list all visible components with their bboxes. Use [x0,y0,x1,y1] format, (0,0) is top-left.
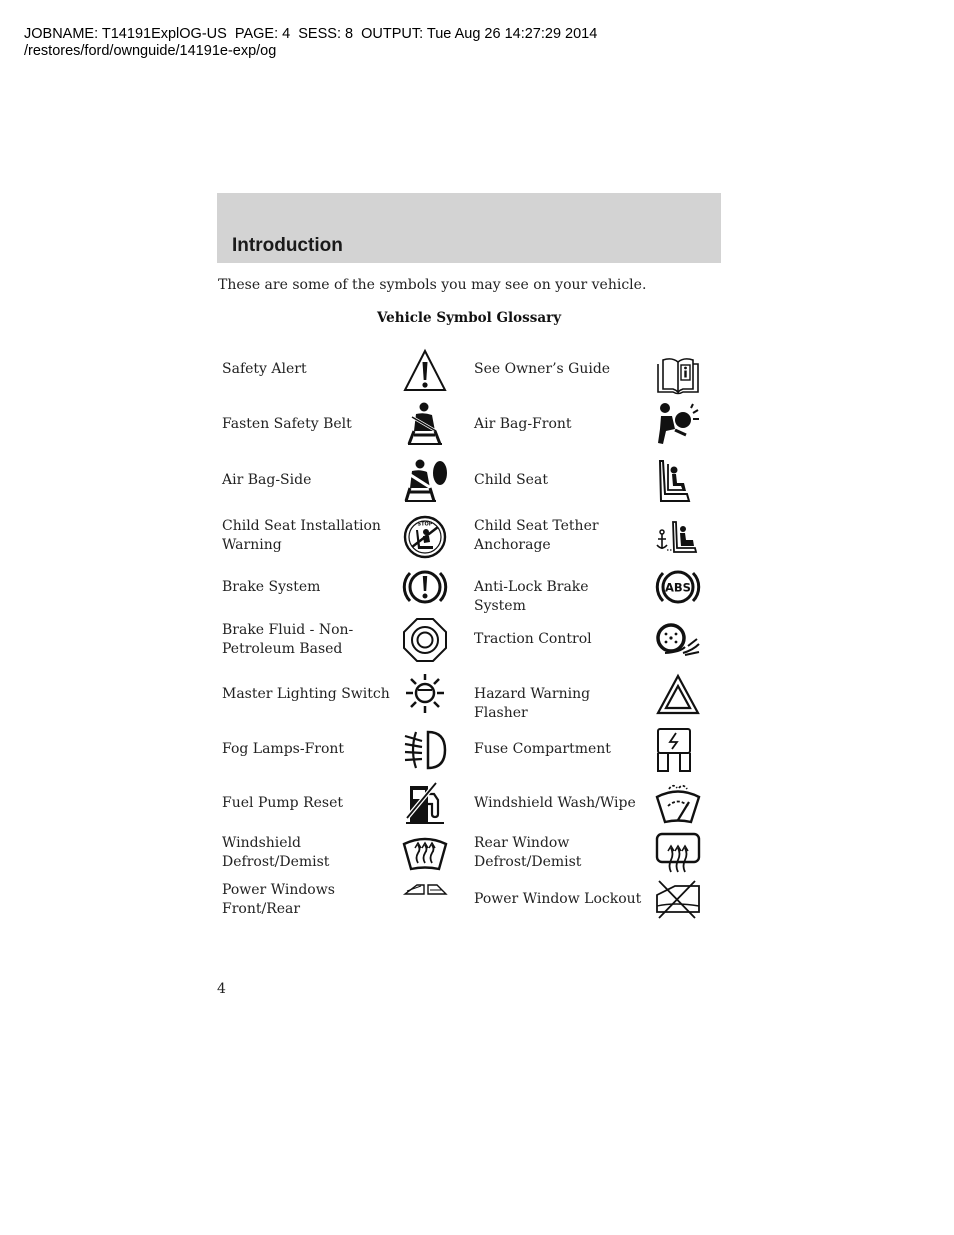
job-header [24,26,597,59]
tether-anchor-icon [655,516,701,562]
wash-wipe-icon [655,780,701,826]
job-header-line2: /restores/ford/ownguide/14191e-exp/og [24,42,277,59]
windshield-defrost-icon [402,831,448,877]
symbol-label: Master Lighting Switch [222,686,390,702]
section-title: Introduction [232,235,343,256]
airbag-side-icon [402,458,448,504]
lighting-switch-icon [402,671,448,717]
symbol-label: Child Seat [474,472,548,488]
traction-control-icon [655,617,701,663]
stop-label: STOP [417,521,433,528]
symbol-label: Fuel Pump Reset [222,795,343,811]
section-header [217,193,721,263]
safety-alert-icon [402,348,448,394]
symbol-label: Windshield Defrost/Demist [222,835,330,870]
symbol-label: Anti-Lock Brake System [474,579,589,614]
window-lockout-icon [655,878,701,924]
symbol-label: Brake System [222,579,321,595]
symbol-label: Safety Alert [222,361,307,377]
seatbelt-icon [402,401,448,447]
abs-icon [655,564,701,610]
brake-fluid-icon [402,617,448,663]
symbol-label: Brake Fluid - Non-Petroleum Based [222,622,354,657]
symbol-label: Hazard Warning Flasher [474,686,591,721]
child-seat-warning-icon [402,514,448,560]
symbol-label: Fuse Compartment [474,741,611,757]
hazard-icon [655,673,701,719]
symbol-label: Rear Window Defrost/Demist [474,835,582,870]
job-header-line1: JOBNAME: T14191ExplOG-US PAGE: 4 SESS: 8 OUTPUT: Tue Aug 26 14:27:29 2014 [24,26,598,42]
child-seat-icon [655,458,701,504]
symbol-label: Child Seat Installation Warning [222,518,381,553]
power-windows-icon [402,874,448,920]
symbol-label: Fasten Safety Belt [222,416,352,432]
symbol-label: Air Bag-Front [474,416,572,432]
airbag-front-icon [655,401,701,447]
symbol-label: Windshield Wash/Wipe [474,795,636,811]
symbol-label: See Owner’s Guide [474,361,611,377]
fog-lamp-icon [402,727,448,773]
symbol-label: Power Window Lockout [474,891,642,907]
fuel-pump-icon [402,780,448,826]
glossary-title: Vehicle Symbol Glossary [376,310,562,326]
symbol-label: Traction Control [474,631,592,647]
brake-system-icon [402,564,448,610]
symbol-label: Air Bag-Side [222,472,312,488]
symbol-label: Fog Lamps-Front [222,741,345,757]
rear-defrost-icon [655,830,701,876]
symbol-label: Child Seat Tether Anchorage [474,518,599,553]
intro-text: These are some of the symbols you may see on your vehicle. [218,277,647,293]
fuse-icon [655,727,701,773]
symbol-label: Power Windows Front/Rear [222,882,335,917]
page-number: 4 [217,981,226,997]
owners-guide-icon [655,352,701,398]
abs-label: ABS [665,580,691,595]
